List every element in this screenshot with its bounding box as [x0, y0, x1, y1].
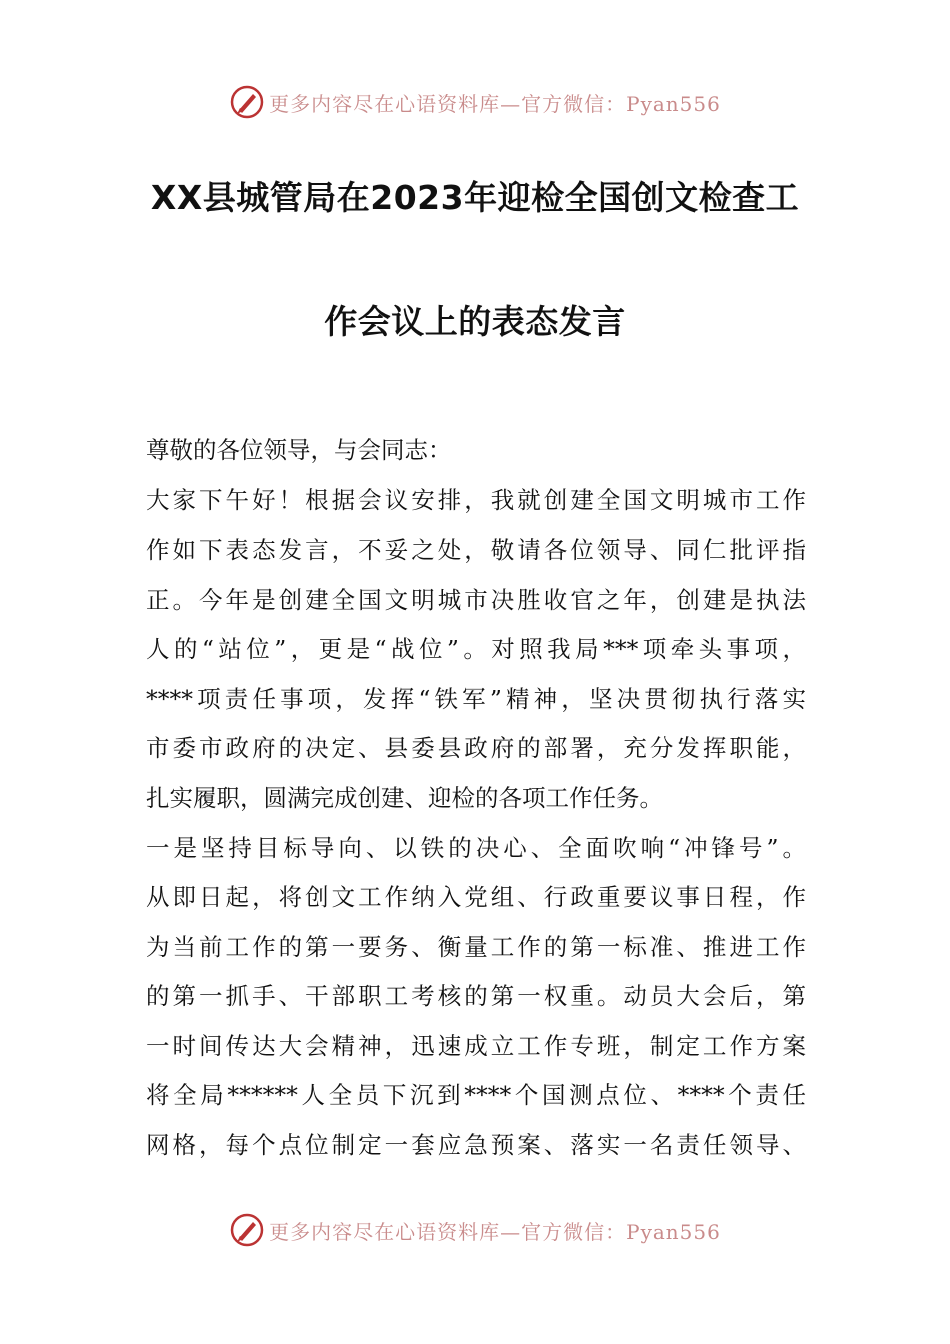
body-line: 扎实履职，圆满完成创建、迎检的各项工作任务。: [146, 784, 663, 812]
watermark-text: 更多内容尽在心语资料库—官方微信：Pyan556: [269, 91, 721, 116]
body-line: 大家下午好！根据会议安排，我就创建全国文明城市工作: [146, 486, 806, 514]
pen-nib-logo-icon: [229, 1212, 265, 1248]
body-line: 人的“站位”，更是“战位”。对照我局***项牵头事项，: [146, 635, 806, 663]
pen-nib-logo-icon: [229, 84, 265, 120]
body-line: 正。今年是创建全国文明城市决胜收官之年，创建是执法: [146, 586, 806, 614]
body-line: 从即日起，将创文工作纳入党组、行政重要议事日程，作: [146, 883, 806, 911]
watermark-text: 更多内容尽在心语资料库—官方微信：Pyan556: [269, 1219, 721, 1244]
salutation-line: 尊敬的各位领导，与会同志：: [146, 436, 452, 464]
document-title-line-2: 作会议上的表态发言: [324, 302, 626, 341]
body-line: 将全局******人全员下沉到****个国测点位、****个责任: [146, 1081, 806, 1109]
body-line: 一是坚持目标导向、以铁的决心、全面吹响“冲锋号”。: [146, 834, 806, 862]
footer-watermark: [0, 1208, 950, 1252]
header-watermark: [0, 80, 950, 124]
body-line: 的第一抓手、干部职工考核的第一权重。动员大会后，第: [146, 982, 806, 1010]
body-line: ****项责任事项，发挥“铁军”精神，坚决贯彻执行落实: [146, 685, 806, 713]
body-line: 网格，每个点位制定一套应急预案、落实一名责任领导、: [146, 1131, 806, 1159]
body-line: 作如下表态发言，不妥之处，敬请各位领导、同仁批评指: [146, 536, 806, 564]
body-line: 一时间传达大会精神，迅速成立工作专班，制定工作方案: [146, 1032, 806, 1060]
document-title-line-1: XX县城管局在2023年迎检全国创文检查工: [150, 178, 800, 217]
body-line: 市委市政府的决定、县委县政府的部署，充分发挥职能，: [146, 734, 806, 762]
body-line: 为当前工作的第一要务、衡量工作的第一标准、推进工作: [146, 933, 806, 961]
